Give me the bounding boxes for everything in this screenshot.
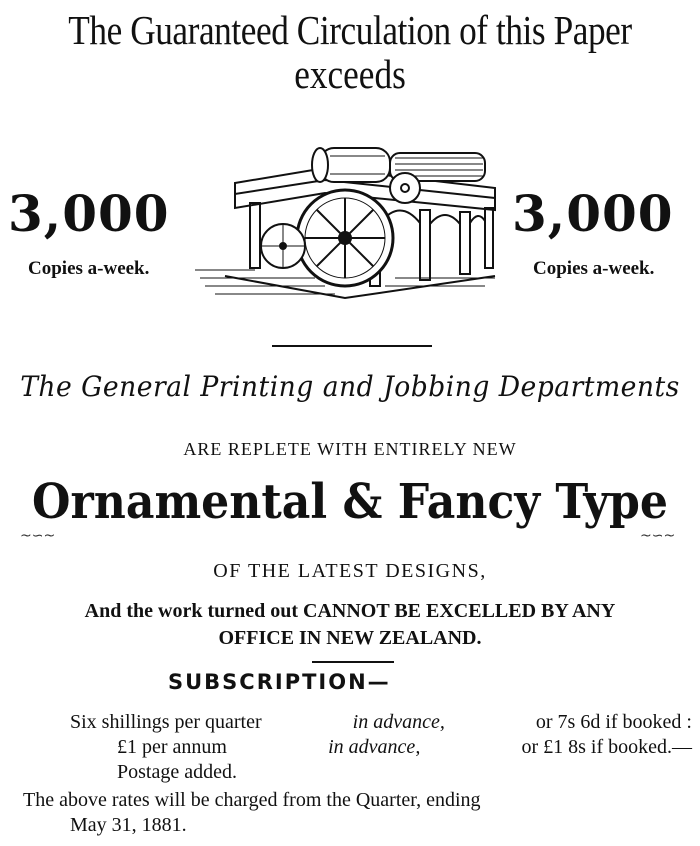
rates-date-line: May 31, 1881. bbox=[70, 814, 187, 836]
left-flourish-ornament: ~∽~ bbox=[20, 528, 56, 544]
headline-line-2: exceeds bbox=[294, 51, 406, 97]
subscription-line-1 bbox=[70, 711, 692, 734]
in-advance-italic-2: in advance, bbox=[328, 736, 421, 758]
work-quality-line-1: And the work turned out CANNOT BE EXCELLED BY ANY bbox=[84, 600, 616, 622]
right-flourish-ornament: ~∽~ bbox=[640, 528, 676, 544]
departments-title: The General Printing and Jobbing Departments bbox=[20, 370, 680, 403]
latest-designs-line: OF THE LATEST DESIGNS, bbox=[213, 560, 487, 582]
annum-rate-text: £1 per annum bbox=[117, 736, 227, 758]
replete-line: ARE REPLETE WITH ENTIRELY NEW bbox=[183, 439, 517, 459]
quarter-rate-text: Six shillings per quarter bbox=[70, 711, 262, 733]
printing-press-icon bbox=[195, 128, 507, 306]
ornamental-type-heading: Ornamental & Fancy Type bbox=[31, 474, 669, 530]
postage-line: Postage added. bbox=[117, 761, 237, 783]
left-circulation-number: 3,000 bbox=[8, 184, 170, 243]
headline-line-1: The Guaranteed Circulation of this Paper bbox=[68, 7, 632, 53]
booked-rate-text: or 7s 6d if booked : bbox=[535, 711, 692, 733]
divider-rule bbox=[272, 345, 432, 347]
rates-notice-line: The above rates will be charged from the Quarter, ending bbox=[23, 789, 481, 811]
in-advance-italic: in advance, bbox=[352, 711, 445, 733]
right-circulation-number: 3,000 bbox=[512, 184, 674, 243]
subscription-heading: SUBSCRIPTION— bbox=[168, 670, 391, 694]
work-quality-line-2: OFFICE IN NEW ZEALAND. bbox=[218, 627, 482, 649]
subscription-line-2 bbox=[117, 736, 692, 759]
right-copies-caption: Copies a-week. bbox=[533, 258, 655, 279]
booked-annum-text: or £1 8s if booked.— bbox=[521, 736, 692, 758]
divider-rule-small bbox=[312, 661, 394, 663]
left-copies-caption: Copies a-week. bbox=[28, 258, 150, 279]
